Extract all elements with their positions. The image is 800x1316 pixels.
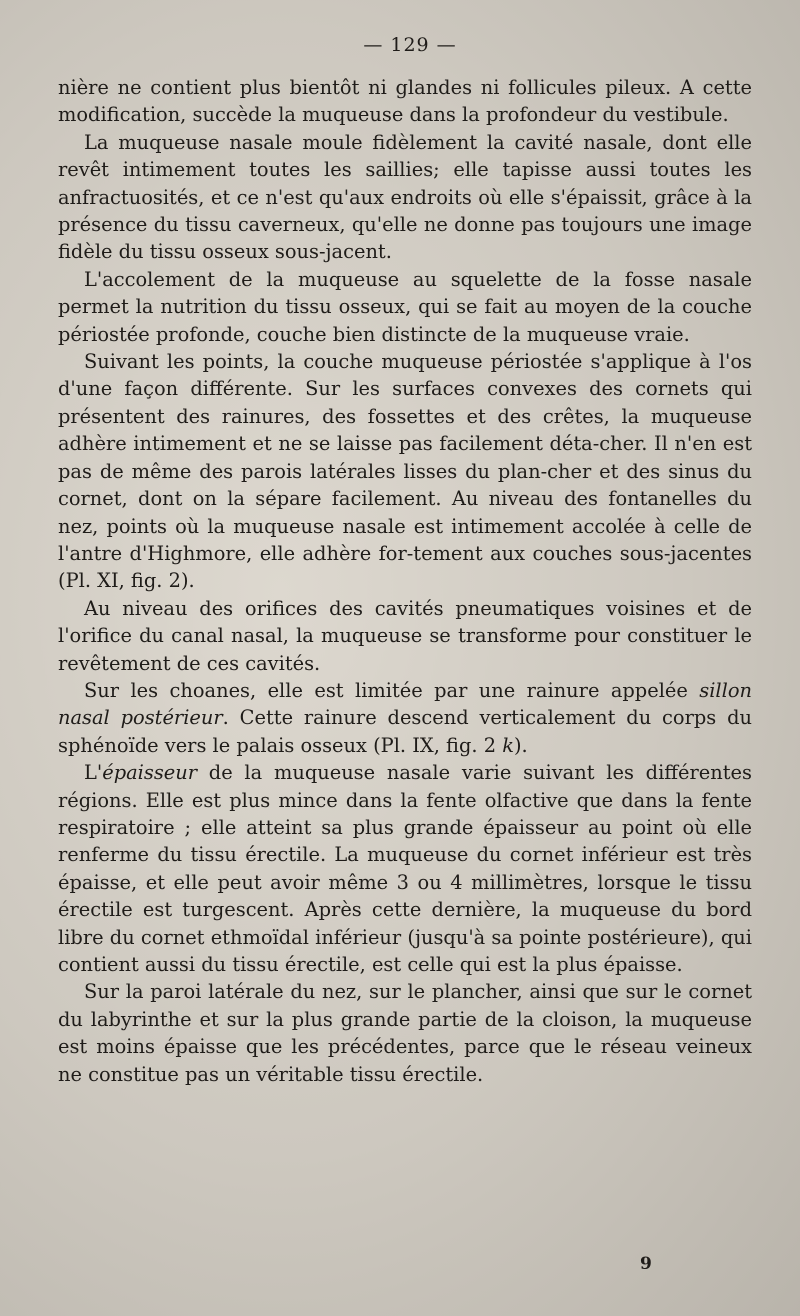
epaisseur-text-after: de la muqueuse nasale varie suivant les différentes régions. Elle est plus mince dans la fente olfactive que dans la fente respiratoire ; elle atteint sa plus grande épaisseur au point où elle renferme du tissu érectile. La muqueuse du cornet inférieur est très épaisse, et elle peut avoir même 3 ou 4 millimètres, lorsque le tissu érectile est turgescent. Après cette dernière, la muqueuse du bord libre du cornet ethmoïdal inférieur (jusqu'à sa pointe postérieure), qui contient aussi du tissu érectile, est celle qui est la plus épaisse.	[58, 761, 752, 976]
paragraph-paroi-laterale: Sur la paroi latérale du nez, sur le plancher, ainsi que sur le cornet du labyrinthe et sur la plus grande partie de la cloison, la muqueuse est moins épaisse que les précédentes, parce que le réseau veineux ne constitue pas un véritable tissu érectile.	[58, 980, 752, 1086]
page-number: — 129 —	[363, 34, 457, 56]
paragraph-orifices: Au niveau des orifices des cavités pneumatiques voisines et de l'orifice du canal nasal, la muqueuse se transforme pour constituer le revêtement de ces cavités.	[58, 596, 752, 675]
paragraph-epaisseur	[58, 759, 752, 978]
paragraph-accolement: L'accolement de la muqueuse au squelette de la fosse nasale permet la nutrition du tissu osseux, qui se fait au moyen de la couche périostée profonde, couche bien distincte de la muqueuse vraie.	[58, 267, 752, 346]
choanes-text-end: ).	[513, 733, 528, 757]
choanes-text-before: Sur les choanes, elle est limitée par une rainure appelée	[84, 678, 700, 702]
paragraph-moulage: La muqueuse nasale moule fidèlement la cavité nasale, dont elle revêt intimement toutes les saillies; elle tapisse aussi toutes les anfractuosités, et ce n'est qu'aux endroits où elle s'épaissit, grâce à la présence du tissu caverneux, qu'elle ne donne pas toujours une image fidèle du tissu osseux sous-jacent.	[58, 130, 752, 264]
figure-letter-k: k	[502, 733, 514, 757]
paragraph-couche-periostee: Suivant les points, la couche muqueuse périostée s'applique à l'os d'une façon différente. Sur les surfaces convexes des cornets qui présentent des rainures, des fossettes et des crêtes, la muqueuse adhère intimement et ne se laisse pas facilement déta-cher. Il n'en est pas de même des parois latérales lisses du plan-cher et des sinus du cornet, dont on la sépare facilement. Au niveau des fontanelles du nez, points où la muqueuse nasale est intimement accolée à celle de l'antre d'Highmore, elle adhère for-tement aux couches sous-jacentes (Pl. XI, fig. 2).	[58, 350, 752, 593]
paragraph-continued: nière ne contient plus bientôt ni glandes ni follicules pileux. A cette modification, succède la muqueuse dans la profondeur du vestibule.	[58, 76, 752, 127]
signature-mark: 9	[640, 1254, 652, 1274]
term-epaisseur: épaisseur	[102, 761, 198, 785]
epaisseur-text-before: L'	[84, 761, 103, 785]
choanes-text-after: . Cette rainure descend verticalement du corps du sphénoïde vers le palais osseux (Pl. IX, fig. 2	[58, 706, 752, 757]
term-sillon-nasal: sillon nasal postérieur	[58, 678, 752, 730]
body-text	[58, 74, 752, 1088]
paragraph-choanes	[58, 677, 752, 759]
